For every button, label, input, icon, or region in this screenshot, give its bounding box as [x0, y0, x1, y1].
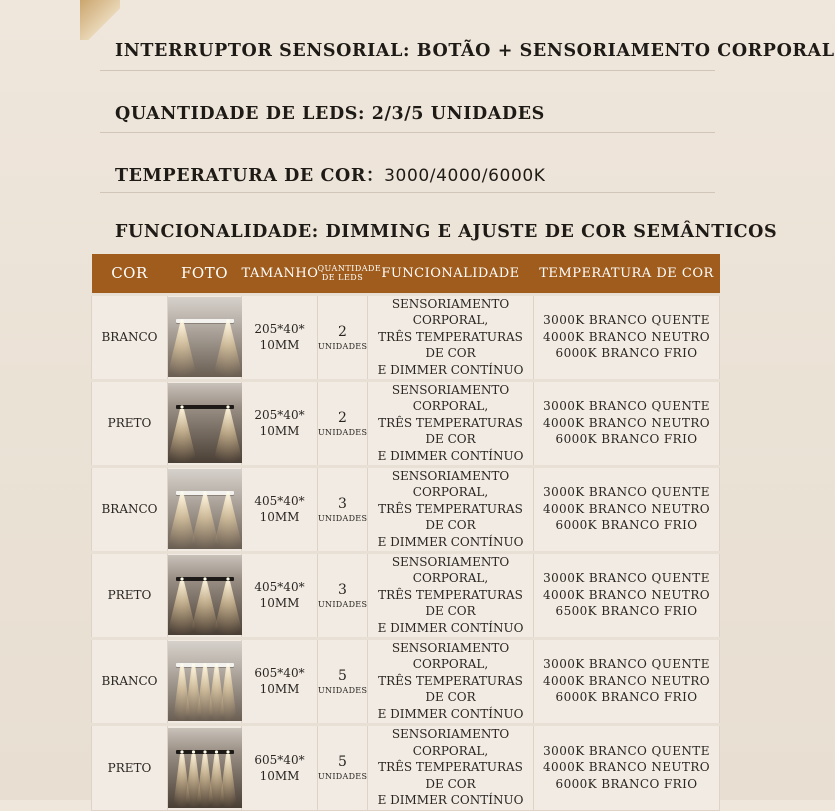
cell-qty	[318, 466, 368, 552]
white-light-bar-photo	[168, 641, 242, 721]
cell-func	[368, 466, 534, 552]
white-light-bar-photo	[168, 297, 242, 377]
func-line2: TRÊS TEMPERATURAS DE COR	[378, 760, 523, 791]
func-line1: SENSORIAMENTO CORPORAL,	[391, 640, 510, 672]
led-dot	[215, 750, 218, 753]
temp-line2: 4000K BRANCO NEUTRO	[542, 760, 711, 775]
qty-unit: UNIDADES	[318, 341, 368, 351]
led-dot	[192, 663, 195, 666]
spec-color-temp	[115, 162, 546, 187]
size-line1: 605*40*	[254, 666, 305, 680]
led-dot	[203, 663, 206, 666]
size-line1: 405*40*	[254, 494, 305, 508]
temp-line1: 3000K BRANCO QUENTE	[543, 399, 710, 414]
cell-qty	[318, 294, 368, 380]
cell-temp	[534, 294, 720, 380]
led-dot	[192, 750, 195, 753]
func-line2: TRÊS TEMPERATURAS DE COR	[378, 501, 523, 533]
header-qty-line2: DE LEDS	[321, 273, 364, 283]
cell-color: BRANCO	[92, 294, 168, 380]
led-dot	[180, 663, 183, 666]
qty-unit: UNIDADES	[318, 427, 368, 437]
temp-line1: 3000K BRANCO QUENTE	[543, 485, 710, 500]
header-qty-line1: QUANTIDADE	[317, 264, 382, 274]
light-beam	[167, 323, 197, 377]
func-line1: SENSORIAMENTO CORPORAL,	[391, 727, 510, 758]
temp-line1: 3000K BRANCO QUENTE	[543, 657, 710, 672]
led-dot	[180, 491, 183, 494]
led-dot	[203, 750, 206, 753]
divider	[100, 132, 715, 133]
temp-line1: 3000K BRANCO QUENTE	[543, 313, 710, 328]
size-line2: 10MM	[259, 510, 300, 524]
header-size: TAMANHO	[241, 265, 319, 281]
func-line2: TRÊS TEMPERATURAS DE COR	[378, 415, 523, 447]
spec-switch: INTERRUPTOR SENSORIAL: BOTÃO + SENSORIAMENTO CORPORAL	[115, 41, 835, 61]
table-row	[92, 466, 720, 552]
func-line1: SENSORIAMENTO CORPORAL,	[391, 468, 510, 500]
size-line1: 205*40*	[254, 322, 305, 336]
size-line1: 405*40*	[254, 580, 305, 594]
size-line1: 605*40*	[254, 752, 305, 767]
temp-line2: 4000K BRANCO NEUTRO	[542, 415, 711, 430]
light-beam	[167, 409, 197, 463]
cell-temp	[534, 638, 720, 724]
spec-color-temp-value: 3000/4000/6000K	[384, 166, 546, 186]
func-line2: TRÊS TEMPERATURAS DE COR	[378, 587, 523, 619]
cell-size	[242, 380, 318, 466]
table-row	[92, 380, 720, 466]
cell-photo	[168, 466, 242, 552]
func-line3: E DIMMER CONTÍNUO	[377, 362, 524, 377]
temp-line2: 4000K BRANCO NEUTRO	[542, 329, 711, 344]
header-qty	[317, 254, 382, 294]
func-line2: TRÊS TEMPERATURAS DE COR	[378, 329, 523, 361]
black-light-bar-photo	[168, 728, 242, 808]
led-dot	[215, 663, 218, 666]
light-beams	[168, 383, 242, 463]
divider	[100, 192, 715, 193]
cell-photo	[168, 380, 242, 466]
qty-number: 5	[338, 667, 347, 684]
temp-line1: 3000K BRANCO QUENTE	[543, 743, 710, 758]
light-beams	[168, 297, 242, 377]
func-line2: TRÊS TEMPERATURAS DE COR	[378, 673, 523, 705]
cell-photo	[168, 294, 242, 380]
led-dot	[180, 750, 183, 753]
temp-line2: 4000K BRANCO NEUTRO	[542, 587, 711, 602]
led-dot	[180, 319, 183, 322]
qty-unit: UNIDADES	[318, 599, 368, 609]
cell-func	[368, 552, 534, 638]
cell-temp	[534, 724, 720, 810]
cell-size	[242, 638, 318, 724]
cell-color: BRANCO	[92, 466, 168, 552]
func-line3: E DIMMER CONTÍNUO	[377, 706, 524, 721]
qty-number: 3	[338, 495, 347, 512]
size-line2: 10MM	[259, 596, 300, 610]
cell-func	[368, 380, 534, 466]
light-beams	[168, 555, 242, 635]
qty-number: 3	[338, 581, 347, 598]
cell-size	[242, 294, 318, 380]
cell-temp	[534, 552, 720, 638]
led-dot	[226, 405, 229, 408]
corner-decoration	[80, 0, 120, 40]
white-light-bar-photo	[168, 469, 242, 549]
cell-photo	[168, 552, 242, 638]
qty-number: 2	[338, 409, 347, 426]
size-line2: 10MM	[259, 682, 300, 696]
qty-unit: UNIDADES	[318, 772, 368, 781]
func-line1: SENSORIAMENTO CORPORAL,	[391, 554, 510, 586]
temp-line3: 6000K BRANCO FRIO	[555, 518, 698, 533]
cell-qty	[318, 638, 368, 724]
size-line2: 10MM	[259, 424, 300, 438]
func-line3: E DIMMER CONTÍNUO	[377, 448, 524, 463]
led-dot	[180, 577, 183, 580]
led-dot	[180, 405, 183, 408]
header-photo: FOTO	[180, 264, 228, 283]
light-beams	[168, 728, 242, 808]
light-beam	[213, 409, 243, 463]
table-row	[92, 724, 720, 810]
cell-photo	[168, 724, 242, 810]
header-color: COR	[111, 264, 148, 283]
size-line1: 205*40*	[254, 408, 305, 422]
cell-photo	[168, 638, 242, 724]
qty-number: 2	[338, 323, 347, 340]
cell-size	[242, 724, 318, 810]
cell-size	[242, 552, 318, 638]
led-dot	[226, 750, 229, 753]
size-line2: 10MM	[259, 338, 300, 352]
spec-color-temp-label: TEMPERATURA DE COR：	[115, 166, 385, 186]
temp-line3: 6000K BRANCO FRIO	[555, 690, 698, 705]
cell-func	[368, 638, 534, 724]
cell-color: PRETO	[92, 552, 168, 638]
led-dot	[226, 491, 229, 494]
black-light-bar-photo	[168, 383, 242, 463]
temp-line3: 6000K BRANCO FRIO	[555, 432, 698, 447]
temp-line3: 6500K BRANCO FRIO	[555, 604, 698, 619]
cell-func	[368, 724, 534, 810]
qty-unit: UNIDADES	[318, 685, 368, 695]
light-beams	[168, 641, 242, 721]
cell-color: PRETO	[92, 380, 168, 466]
func-line3: E DIMMER CONTÍNUO	[377, 534, 524, 549]
cell-qty	[318, 380, 368, 466]
light-beams	[168, 469, 242, 549]
cell-temp	[534, 380, 720, 466]
header-func: FUNCIONALIDADE	[381, 265, 520, 281]
temp-line3: 6000K BRANCO FRIO	[555, 346, 698, 361]
led-dot	[226, 577, 229, 580]
divider	[100, 70, 715, 71]
cell-qty	[318, 552, 368, 638]
cell-color: BRANCO	[92, 638, 168, 724]
table-row	[92, 552, 720, 638]
table-row	[92, 294, 720, 380]
cell-func	[368, 294, 534, 380]
temp-line2: 4000K BRANCO NEUTRO	[542, 673, 711, 688]
spec-functionality: FUNCIONALIDADE: DIMMING E AJUSTE DE COR SEMÂNTICOS	[115, 222, 778, 242]
cell-temp	[534, 466, 720, 552]
qty-number: 5	[338, 754, 347, 770]
table-header	[92, 254, 720, 294]
temp-line3: 6000K BRANCO FRIO	[555, 776, 698, 791]
func-line3: E DIMMER CONTÍNUO	[377, 793, 524, 808]
light-beam	[213, 323, 243, 377]
temp-line2: 4000K BRANCO NEUTRO	[542, 501, 711, 516]
func-line3: E DIMMER CONTÍNUO	[377, 620, 524, 635]
cell-size	[242, 466, 318, 552]
led-dot	[203, 577, 206, 580]
led-dot	[226, 319, 229, 322]
light-beam	[213, 495, 243, 549]
qty-unit: UNIDADES	[318, 513, 368, 523]
table-row	[92, 638, 720, 724]
func-line1: SENSORIAMENTO CORPORAL,	[391, 382, 510, 414]
func-line1: SENSORIAMENTO CORPORAL,	[391, 296, 510, 328]
led-dot	[203, 491, 206, 494]
spec-leds: QUANTIDADE DE LEDS: 2/3/5 UNIDADES	[115, 104, 545, 124]
cell-qty	[318, 724, 368, 810]
cell-color: PRETO	[92, 724, 168, 810]
led-dot	[226, 663, 229, 666]
spec-table	[91, 254, 720, 811]
header-temp: TEMPERATURA DE COR	[539, 265, 714, 281]
black-light-bar-photo	[168, 555, 242, 635]
light-beam	[213, 581, 243, 635]
temp-line1: 3000K BRANCO QUENTE	[543, 571, 710, 586]
size-line2: 10MM	[259, 768, 300, 783]
